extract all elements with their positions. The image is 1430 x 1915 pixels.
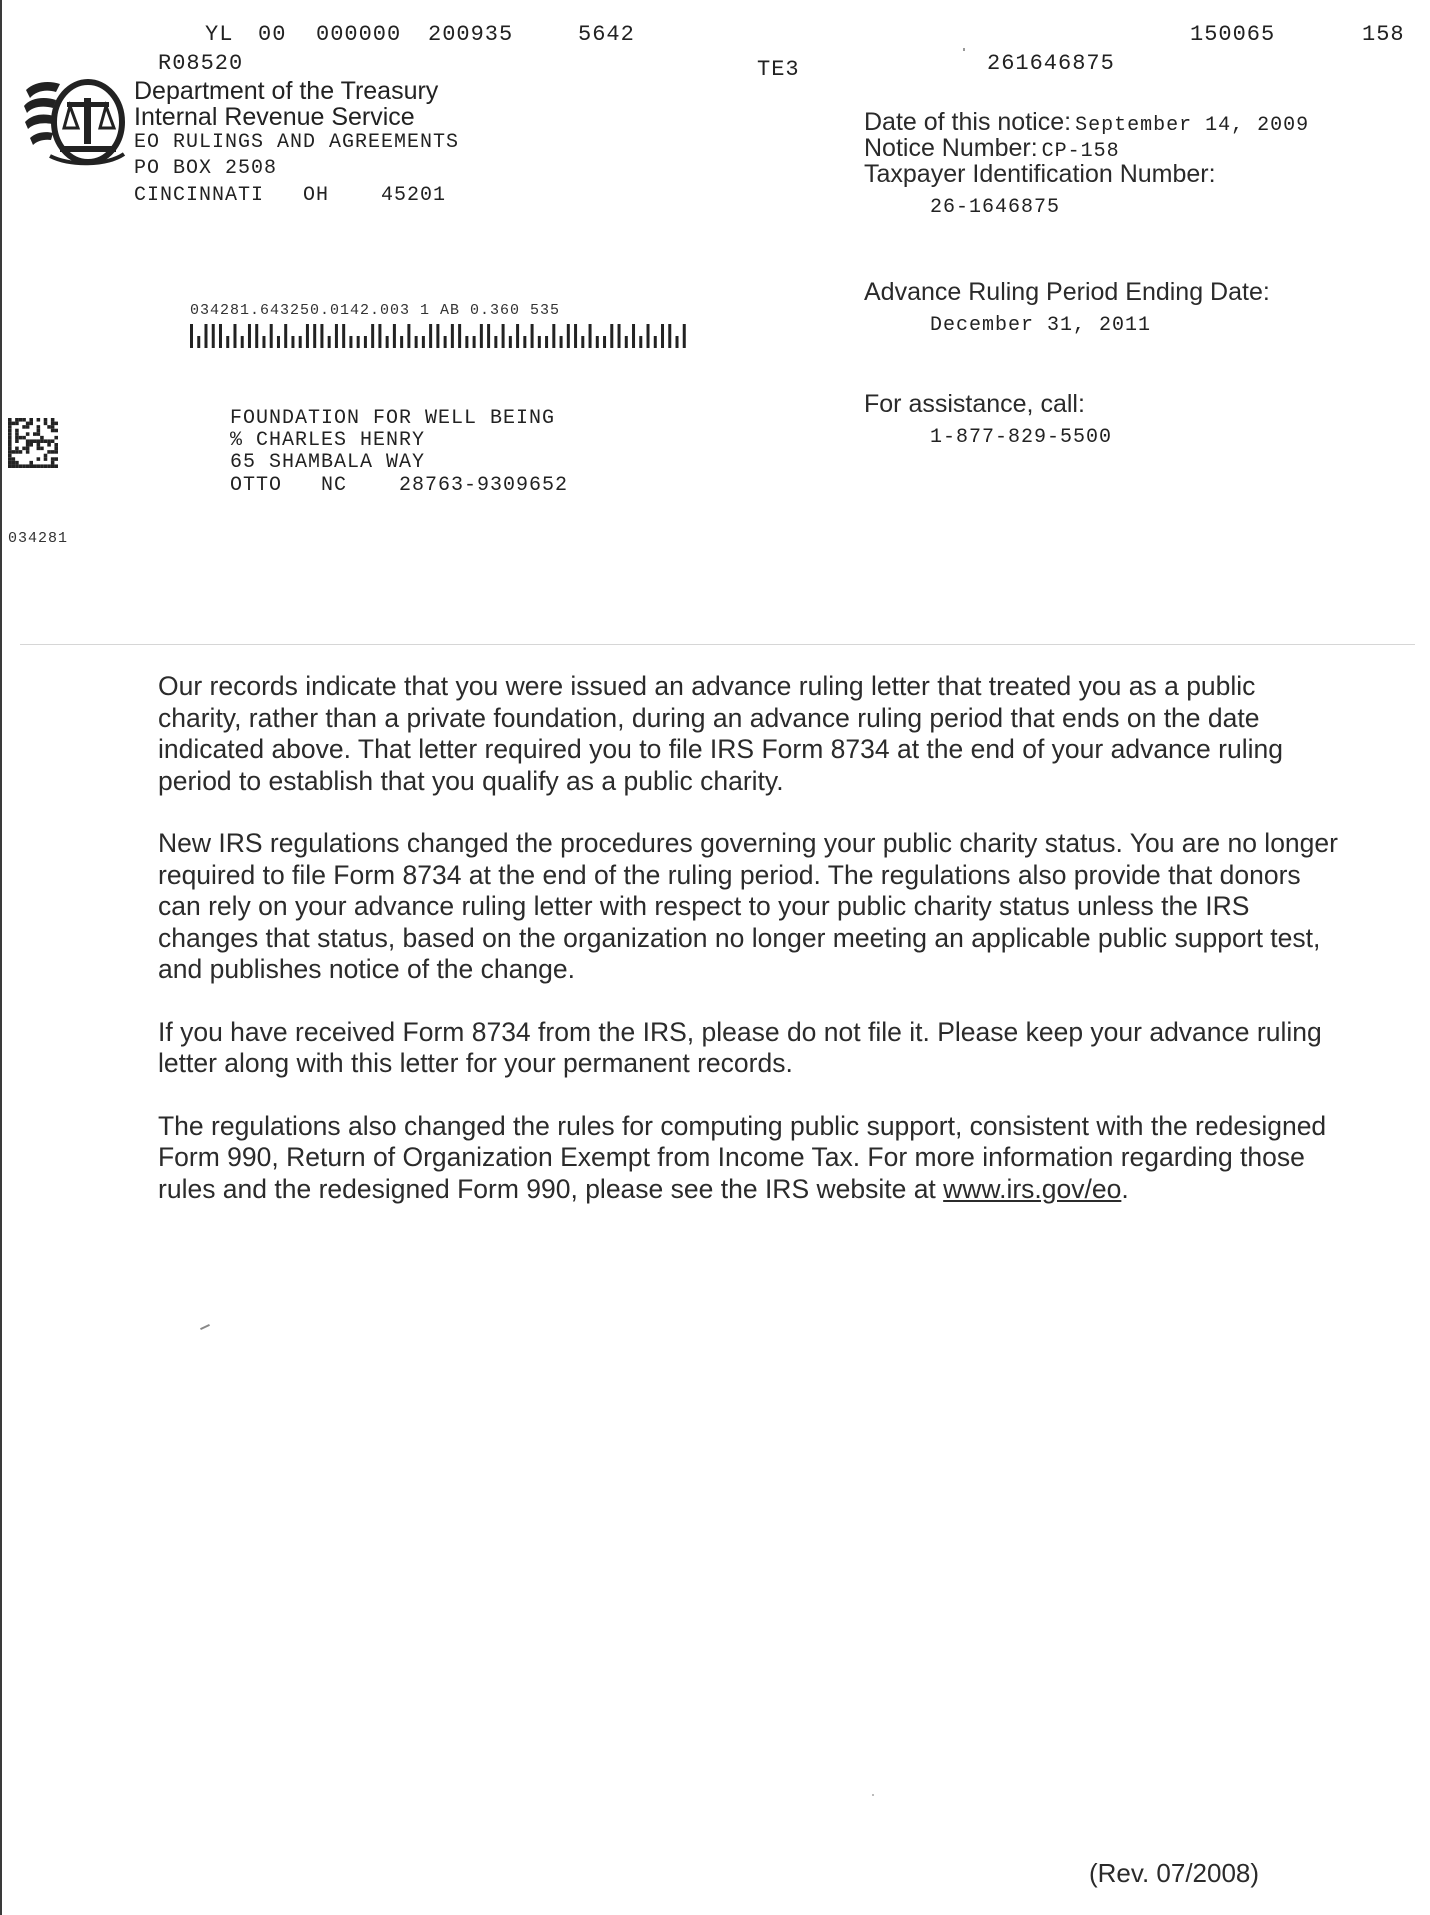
notice-number-label: Notice Number: xyxy=(864,134,1038,162)
matrix-cell xyxy=(8,425,12,429)
matrix-cell xyxy=(54,457,58,461)
matrix-cell xyxy=(26,450,30,454)
barcode-bar xyxy=(284,324,287,348)
notice-number-row xyxy=(864,134,1120,163)
matrix-cell xyxy=(54,422,58,426)
barcode-bar xyxy=(291,336,294,348)
matrix-cell xyxy=(8,450,12,454)
barcode-bar xyxy=(458,324,461,348)
paragraph-4 xyxy=(158,1111,1338,1206)
matrix-cell xyxy=(37,457,41,461)
barcode-bar xyxy=(364,336,367,348)
matrix-cell xyxy=(19,418,23,422)
matrix-cell xyxy=(33,464,37,468)
barcode-bar xyxy=(378,324,381,348)
header-code-00: 00 xyxy=(258,22,287,47)
irs-eagle-logo xyxy=(20,76,132,166)
matrix-cell xyxy=(26,422,30,426)
matrix-cell xyxy=(8,454,12,458)
barcode-bar xyxy=(226,336,229,348)
sender-dept: EO RULINGS AND AGREEMENTS xyxy=(134,131,460,154)
matrix-cell xyxy=(19,450,23,454)
matrix-cell xyxy=(15,422,19,426)
matrix-cell xyxy=(12,464,16,468)
matrix-cell xyxy=(54,450,58,454)
matrix-cell xyxy=(40,464,44,468)
matrix-cell xyxy=(8,443,12,447)
postal-barcode xyxy=(190,324,690,350)
barcode-bar xyxy=(581,336,584,348)
barcode-bar xyxy=(632,324,635,348)
matrix-cell xyxy=(15,429,19,433)
barcode-bar xyxy=(683,324,686,348)
matrix-cell xyxy=(22,436,26,440)
paragraph-1: Our records indicate that you were issued an advance ruling letter that treated you as a public charity, rather than a private foundation, during an advance ruling period that ends on the date indicated above. That letter required you to file IRS Form 8734 at the end of your advance ruling period to establish that you qualify as a public charity. xyxy=(158,671,1283,796)
matrix-cell xyxy=(8,418,12,422)
sender-city-line: CINCINNATI OH 45201 xyxy=(134,184,447,207)
matrix-cell xyxy=(44,454,48,458)
irs-website-link[interactable]: www.irs.gov/eo xyxy=(943,1173,1122,1204)
letter-body xyxy=(158,671,1338,1205)
barcode-bar xyxy=(654,336,657,348)
matrix-cell xyxy=(8,432,12,436)
barcode-bar xyxy=(545,336,548,348)
barcode-bar xyxy=(328,336,331,348)
barcode-bar xyxy=(270,324,273,348)
matrix-cell xyxy=(47,464,51,468)
barcode-bar xyxy=(560,336,563,348)
matrix-cell xyxy=(15,461,19,465)
barcode-bar xyxy=(233,324,236,348)
matrix-cell xyxy=(47,450,51,454)
matrix-cell xyxy=(54,443,58,447)
matrix-cell xyxy=(26,432,30,436)
matrix-cell xyxy=(29,464,33,468)
header-code-zeros: 000000 xyxy=(316,22,402,47)
paragraph-4-end: . xyxy=(1121,1173,1129,1204)
barcode-bar xyxy=(451,324,454,348)
matrix-cell xyxy=(22,447,26,451)
barcode-bar xyxy=(357,336,360,348)
matrix-cell xyxy=(12,450,16,454)
matrix-cell xyxy=(51,439,55,443)
matrix-cell xyxy=(22,464,26,468)
matrix-cell xyxy=(40,447,44,451)
revision-note: (Rev. 07/2008) xyxy=(1089,1858,1260,1888)
barcode-bar xyxy=(639,336,642,348)
matrix-cell xyxy=(37,464,41,468)
matrix-cell xyxy=(51,461,55,465)
matrix-cell xyxy=(47,443,51,447)
barcode-bar xyxy=(502,324,505,348)
header-ein-raw: 261646875 xyxy=(987,51,1115,76)
matrix-cell xyxy=(12,461,16,465)
barcode-bar xyxy=(342,324,345,348)
side-code: 034281 xyxy=(8,530,69,547)
matrix-cell xyxy=(26,439,30,443)
matrix-cell xyxy=(47,425,51,429)
matrix-cell xyxy=(15,450,19,454)
matrix-cell xyxy=(8,457,12,461)
barcode-bar xyxy=(552,324,555,348)
barcode-bar xyxy=(668,324,671,348)
barcode-bar xyxy=(371,324,374,348)
matrix-cell xyxy=(37,447,41,451)
matrix-cell xyxy=(44,464,48,468)
barcode-bar xyxy=(429,324,432,348)
matrix-cell xyxy=(51,450,55,454)
header-ref: R08520 xyxy=(158,51,244,76)
matrix-cell xyxy=(51,422,55,426)
barcode-bar xyxy=(603,336,606,348)
matrix-cell xyxy=(51,429,55,433)
notice-number-value: CP-158 xyxy=(1041,140,1120,163)
matrix-cell xyxy=(8,447,12,451)
agency-line-1: Department of the Treasury xyxy=(134,77,439,105)
matrix-cell xyxy=(26,447,30,451)
matrix-cell xyxy=(54,447,58,451)
scan-speck xyxy=(872,1794,874,1796)
barcode-bar xyxy=(219,324,222,348)
barcode-bar xyxy=(407,324,410,348)
matrix-cell xyxy=(54,464,58,468)
barcode-bar xyxy=(204,324,207,348)
barcode-bar xyxy=(567,324,570,348)
barcode-bar xyxy=(487,324,490,348)
barcode-bar xyxy=(212,324,215,348)
barcode-bar xyxy=(320,324,323,348)
recipient-name: FOUNDATION FOR WELL BEING xyxy=(230,407,556,430)
agency-line-2: Internal Revenue Service xyxy=(134,103,415,131)
matrix-cell xyxy=(44,422,48,426)
barcode-bar xyxy=(494,336,497,348)
assistance-phone: 1-877-829-5500 xyxy=(930,426,1113,449)
barcode-bar xyxy=(610,324,613,348)
barcode-bar xyxy=(400,336,403,348)
matrix-cell xyxy=(33,439,37,443)
ruling-period-label: Advance Ruling Period Ending Date: xyxy=(864,278,1270,306)
barcode-bar xyxy=(299,336,302,348)
datamatrix-code xyxy=(8,418,58,468)
barcode-bar xyxy=(465,336,468,348)
barcode-bar xyxy=(538,336,541,348)
barcode-bar xyxy=(415,336,418,348)
matrix-cell xyxy=(15,432,19,436)
matrix-cell xyxy=(37,418,41,422)
fold-line xyxy=(20,644,1415,645)
matrix-cell xyxy=(26,425,30,429)
matrix-cell xyxy=(22,418,26,422)
matrix-cell xyxy=(15,447,19,451)
barcode-bar xyxy=(589,324,592,348)
barcode-bar xyxy=(473,336,476,348)
matrix-cell xyxy=(29,439,33,443)
barcode-bar xyxy=(444,336,447,348)
matrix-cell xyxy=(47,439,51,443)
matrix-cell xyxy=(44,418,48,422)
barcode-bar xyxy=(255,324,258,348)
matrix-cell xyxy=(51,457,55,461)
matrix-cell xyxy=(29,422,33,426)
matrix-cell xyxy=(8,461,12,465)
matrix-cell xyxy=(8,436,12,440)
matrix-cell xyxy=(37,429,41,433)
matrix-cell xyxy=(8,429,12,433)
matrix-cell xyxy=(51,464,55,468)
header-code-5642: 5642 xyxy=(578,22,635,47)
matrix-cell xyxy=(54,429,58,433)
scan-speck xyxy=(200,1324,210,1330)
matrix-cell xyxy=(15,439,19,443)
matrix-cell xyxy=(37,425,41,429)
barcode-bar xyxy=(190,324,193,348)
barcode-bar xyxy=(422,336,425,348)
header-code-right-1: 150065 xyxy=(1190,22,1276,47)
assistance-label: For assistance, call: xyxy=(864,390,1085,418)
barcode-bar xyxy=(335,324,338,348)
barcode-bar xyxy=(676,336,679,348)
scan-edge xyxy=(0,0,2,1915)
barcode-bar xyxy=(516,324,519,348)
matrix-cell xyxy=(40,439,44,443)
paragraph-2: New IRS regulations changed the procedures governing your public charity status. You are no longer required to file Form 8734 at the end of the ruling period. The regulations also provide that donors can rely on your advance ruling letter with respect to your public charity status unless the IRS changes that status, based on the organization no longer meeting an applicable public support test, and publishes notice of the change. xyxy=(158,828,1338,984)
header-code-period: 200935 xyxy=(428,22,514,47)
matrix-cell xyxy=(26,443,30,447)
matrix-cell xyxy=(19,436,23,440)
barcode-bar xyxy=(574,324,577,348)
matrix-cell xyxy=(51,425,55,429)
barcode-bar xyxy=(241,336,244,348)
header-unit: TE3 xyxy=(757,57,800,82)
barcode-bar xyxy=(277,336,280,348)
barcode-bar xyxy=(306,324,309,348)
matrix-cell xyxy=(37,439,41,443)
scan-speck xyxy=(963,48,965,51)
matrix-cell xyxy=(15,464,19,468)
matrix-cell xyxy=(26,464,30,468)
barcode-bar xyxy=(436,324,439,348)
matrix-cell xyxy=(29,443,33,447)
tin-value: 26-1646875 xyxy=(930,196,1061,219)
matrix-cell xyxy=(54,436,58,440)
matrix-cell xyxy=(22,425,26,429)
barcode-bar xyxy=(625,336,628,348)
barcode-bar xyxy=(661,324,664,348)
recipient-street: 65 SHAMBALA WAY xyxy=(230,451,426,474)
barcode-bar xyxy=(531,324,534,348)
notice-date-label: Date of this notice: xyxy=(864,108,1072,136)
matrix-cell xyxy=(44,439,48,443)
barcode-bar xyxy=(262,336,265,348)
matrix-cell xyxy=(37,432,41,436)
barcode-bar xyxy=(393,324,396,348)
matrix-cell xyxy=(8,464,12,468)
recipient-care-of: % CHARLES HENRY xyxy=(230,429,426,452)
barcode-bar xyxy=(313,324,316,348)
matrix-cell xyxy=(15,418,19,422)
matrix-cell xyxy=(33,432,37,436)
header-code-yl: YL xyxy=(205,22,234,47)
paragraph-4-text: The regulations also changed the rules for computing public support, consistent with the redesigned Form 990, Return of Organization Exempt from Income Tax. For more information regarding those rules and the redesigned Form 990, please see the IRS website at xyxy=(158,1110,1327,1204)
matrix-cell xyxy=(44,457,48,461)
barcode-bar xyxy=(523,336,526,348)
matrix-cell xyxy=(12,457,16,461)
sender-po-box: PO BOX 2508 xyxy=(134,157,278,180)
recipient-city-line: OTTO NC 28763-9309652 xyxy=(230,474,569,497)
barcode-bar xyxy=(509,336,512,348)
matrix-cell xyxy=(51,418,55,422)
paragraph-3: If you have received Form 8734 from the IRS, please do not file it. Please keep your advance ruling letter along with this letter for your permanent records. xyxy=(158,1016,1322,1078)
matrix-cell xyxy=(15,436,19,440)
header-code-right-2: 158 xyxy=(1362,22,1405,47)
notice-date-value: September 14, 2009 xyxy=(1075,114,1310,137)
ruling-period-value: December 31, 2011 xyxy=(930,314,1152,337)
barcode-bar xyxy=(386,336,389,348)
barcode-bar xyxy=(197,336,200,348)
notice-date-row xyxy=(864,108,1309,137)
matrix-cell xyxy=(8,439,12,443)
matrix-cell xyxy=(37,443,41,447)
matrix-cell xyxy=(29,461,33,465)
barcode-bar xyxy=(480,324,483,348)
barcode-bar xyxy=(618,324,621,348)
barcode-bar xyxy=(248,324,251,348)
matrix-cell xyxy=(40,436,44,440)
matrix-cell xyxy=(29,418,33,422)
matrix-cell xyxy=(8,422,12,426)
barcode-text: 034281.643250.0142.003 1 AB 0.360 535 xyxy=(190,302,561,319)
tin-label: Taxpayer Identification Number: xyxy=(864,160,1216,188)
barcode-bar xyxy=(349,336,352,348)
matrix-cell xyxy=(12,422,16,426)
barcode-bar xyxy=(647,324,650,348)
barcode-bar xyxy=(596,336,599,348)
matrix-cell xyxy=(19,464,23,468)
